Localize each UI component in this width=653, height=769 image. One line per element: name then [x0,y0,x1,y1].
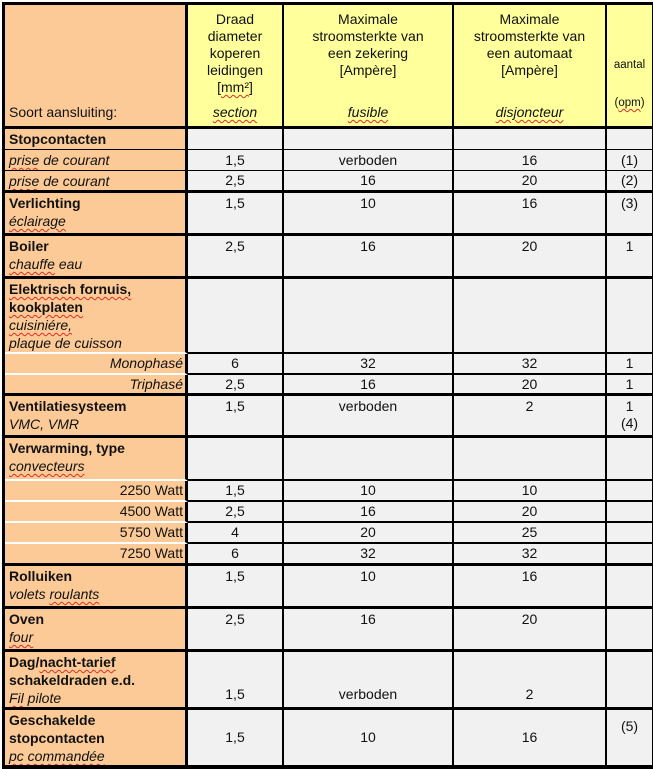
label-cell [5,236,188,279]
header-french-fusible: fusible [347,104,389,120]
label-cell [5,150,188,171]
label-cell [5,502,188,523]
header-line: leidingen [206,62,264,78]
opm-word: opm [618,97,641,109]
header-line: [Ampère] [339,62,397,78]
count-cell [607,502,652,523]
label-text: pilote [23,690,62,706]
fuse-cell: 20 [284,523,454,544]
breaker-cell: 32 [454,354,607,375]
table-row [5,236,652,279]
wire-cell [188,279,284,354]
fuse-cell: 16 [284,609,454,652]
table-header-row [5,5,652,129]
unit-mm2: mm² [221,79,249,95]
label-cell [5,129,188,150]
label-cell [5,481,188,502]
paren: ( [614,97,619,109]
fuse-cell: 16 [284,375,454,396]
fuse-cell: 16 [284,171,454,193]
fuse-cell: 10 [284,193,454,236]
breaker-cell: 16 [454,193,607,236]
count-cell [607,544,652,566]
table-row [5,279,652,354]
count-cell [607,481,652,502]
label-cell [5,566,188,609]
label-text: Verlichting [9,195,81,211]
table-row [5,438,652,481]
fuse-cell: verboden [284,150,454,171]
label-cell [5,354,188,375]
label-cell [5,171,188,193]
wire-cell: 6 [188,354,284,375]
wire-cell: 2,5 [188,502,284,523]
breaker-cell: 16 [454,150,607,171]
breaker-cell [454,279,607,354]
table-row [5,502,652,523]
table-row [5,150,652,171]
label-text: 5750 Watt [119,524,183,540]
wire-cell: 2,5 [188,609,284,652]
breaker-cell: 20 [454,502,607,523]
label-text: Elektrisch fornuis, [9,281,132,297]
breaker-cell: 2 [454,396,607,438]
wire-cell: 6 [188,544,284,566]
wire-cell: 1,5 [188,566,284,609]
table-row [5,609,652,652]
count-cell: (1) [607,150,652,171]
header-french-section: section [212,104,258,120]
label-text: Monophasé [109,355,183,371]
header-line: een zekering [327,45,409,61]
wire-cell: 4 [188,523,284,544]
fuse-cell: 10 [284,481,454,502]
unit-bracket: ] [249,79,253,95]
label-text: plaque de cuisson [9,335,122,351]
header-automaat [454,5,607,129]
table-row [5,129,652,150]
table-row [5,171,652,193]
table-row [5,375,652,396]
table-row [5,193,652,236]
aantal-label: aantal [613,59,646,71]
label-text: stopcontacten [9,730,105,746]
count-cell [607,566,652,609]
count-cell [607,396,652,438]
label-text: chauffe [9,256,55,272]
label-text: Geschakelde [9,712,96,728]
label-text: Verwarming, type [9,440,125,456]
wire-cell [188,438,284,481]
label-text: prise [9,173,40,189]
label-text: Stopcontacten [9,131,107,147]
label-text: 2250 Watt [119,482,183,498]
count-cell [607,438,652,481]
breaker-cell: 20 [454,375,607,396]
label-text: volets [9,586,50,602]
count-note: (4) [620,415,639,431]
label-text: roulants [49,586,100,602]
fuse-cell: 10 [284,710,454,765]
label-cell [5,523,188,544]
header-line: Draad [215,11,255,27]
breaker-cell: 20 [454,236,607,279]
aansluiting-table [2,2,653,769]
header-aantal [607,5,652,129]
fuse-cell [284,129,454,150]
count-cell: 1 [607,236,652,279]
label-text: schakeldraden e.d. [9,672,136,688]
header-line: [Ampère] [501,62,558,78]
wire-cell: 2,5 [188,375,284,396]
fuse-cell: 10 [284,566,454,609]
fuse-cell: 16 [284,502,454,523]
header-line: stroomsterkte van [473,28,586,44]
header-soort-aansluiting [5,5,188,129]
label-text: pc commandée [9,748,105,764]
label-text: 4500 Watt [119,503,183,519]
label-cell [5,193,188,236]
wire-cell: 1,5 [188,150,284,171]
fuse-cell: 32 [284,544,454,566]
breaker-cell: 25 [454,523,607,544]
label-text: Ventilatiesysteem [9,398,127,414]
count-line: 1 [625,398,634,414]
label-cell [5,438,188,481]
count-cell [607,279,652,354]
label-text: éclairage [9,213,66,229]
wire-cell: 1,5 [188,193,284,236]
label-text: Rolluiken [9,568,73,584]
label-cell [5,652,188,710]
fuse-cell [284,438,454,481]
table-row [5,710,652,765]
count-cell [607,523,652,544]
label-text: prise [9,152,40,168]
label-cell [5,375,188,396]
count-cell: 1 [607,354,652,375]
table-row [5,481,652,502]
header-line: Maximale [338,11,398,27]
breaker-cell: 2 [454,652,607,710]
unit-bracket: [ [217,79,221,95]
count-cell [607,652,652,710]
label-text: VMC, VMR [9,416,79,432]
wire-cell: 1,5 [188,652,284,710]
label-text: de courant [39,173,110,189]
label-cell [5,279,188,354]
label-text: Triphasé [129,375,183,392]
fuse-cell: verboden [284,652,454,710]
wire-cell [188,129,284,150]
breaker-cell: 10 [454,481,607,502]
label-cell [5,609,188,652]
header-zekering [284,5,454,129]
table-row [5,354,652,375]
label-text: cuisiniére, [9,317,73,333]
fuse-cell: 32 [284,354,454,375]
header-line: een automaat [486,45,573,61]
label-text: Fil [9,690,24,706]
label-text: eau [54,256,83,272]
label-text: 7250 Watt [119,545,183,561]
wire-cell: 2,5 [188,171,284,193]
label-text: Boiler [9,238,49,254]
label-cell [5,544,188,566]
count-cell [607,609,652,652]
header-line: koperen [209,45,261,61]
header-line: Maximale [499,11,560,27]
wire-cell: 1,5 [188,481,284,502]
table-row [5,396,652,438]
opm-label [607,95,652,112]
wire-cell: 1,5 [188,710,284,765]
label-text: convecteurs [9,458,85,474]
header-line: stroomsterkte van [312,28,424,44]
label-text: four [9,629,34,645]
label-text: Oven [9,611,45,627]
breaker-cell: 16 [454,710,607,765]
count-cell: (3) [607,193,652,236]
label-text: de courant [39,152,110,168]
breaker-cell: 20 [454,171,607,193]
breaker-cell: 16 [454,566,607,609]
paren: ) [640,97,645,109]
count-cell: 1 [607,375,652,396]
breaker-cell [454,438,607,481]
label-cell [5,396,188,438]
table-row [5,544,652,566]
wire-cell: 2,5 [188,236,284,279]
label-text: nacht-tarief [39,654,116,670]
breaker-cell [454,129,607,150]
count-cell [607,129,652,150]
breaker-cell: 20 [454,609,607,652]
table-row [5,652,652,710]
fuse-cell: 16 [284,236,454,279]
breaker-cell: 32 [454,544,607,566]
count-cell: (2) [607,171,652,193]
label-text: Dag/ [9,654,40,670]
wire-cell: 1,5 [188,396,284,438]
fuse-cell [284,279,454,354]
count-cell: (5) [607,710,652,765]
header-french-disjoncteur: disjoncteur [495,104,564,120]
table-row [5,566,652,609]
label-text: kookplaten [9,299,83,315]
fuse-cell: verboden [284,396,454,438]
header-draad-diameter [188,5,284,129]
label-cell [5,710,188,765]
table-row [5,523,652,544]
header-line: diameter [207,28,263,44]
soort-aansluiting-label: Soort aansluiting: [9,104,118,120]
